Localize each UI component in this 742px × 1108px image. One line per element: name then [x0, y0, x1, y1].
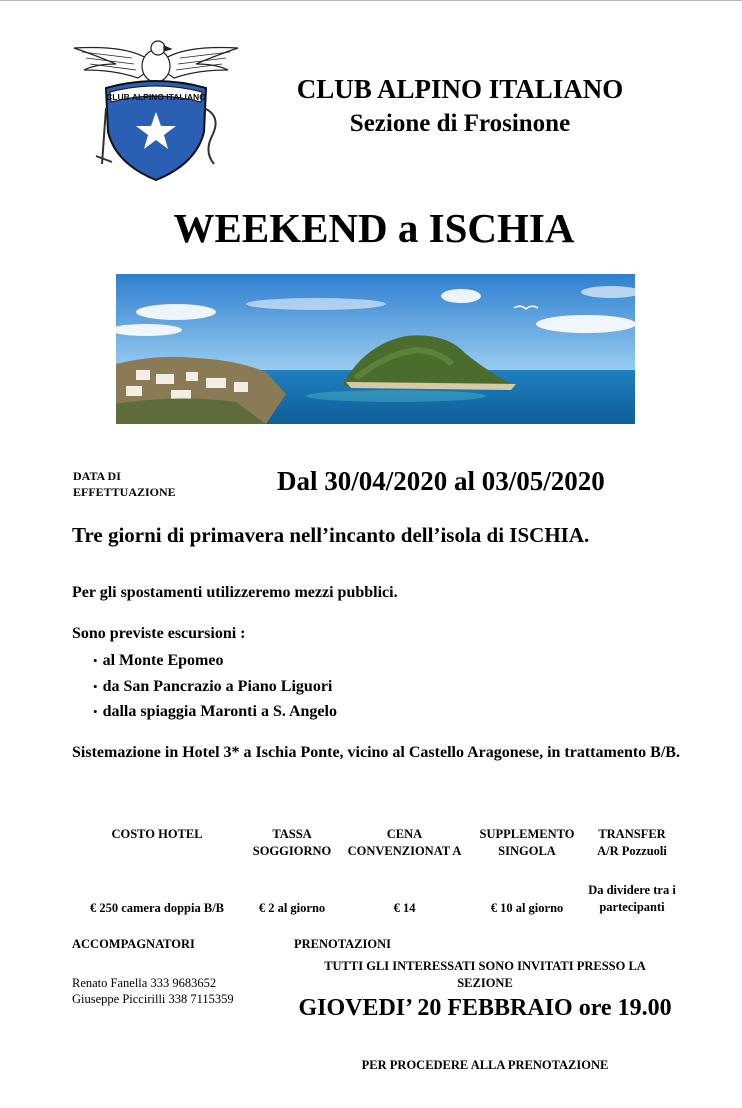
leader-contact: Renato Fanella 333 9683652 — [72, 976, 217, 990]
cost-value-transfer: Da dividere tra i partecipanti — [588, 883, 676, 914]
logo-text: CLUB ALPINO ITALIANO — [106, 92, 206, 102]
eagle-icon — [74, 41, 238, 82]
cost-value-hotel: € 250 camera doppia B/B — [89, 901, 225, 915]
booking-title: PRENOTAZIONI — [294, 937, 392, 951]
excursion-text: dalla spiaggia Maronti a S. Angelo — [102, 703, 337, 720]
page-title: WEEKEND a ISCHIA — [173, 205, 575, 251]
list-item — [93, 699, 337, 725]
bullet-icon: • — [93, 704, 98, 719]
cost-header-hotel: COSTO HOTEL — [111, 827, 203, 841]
excursion-text: al Monte Epomeo — [102, 652, 224, 669]
cost-header-transfer: TRANSFER A/R Pozzuoli — [597, 827, 667, 858]
cost-header-tassa: TASSA SOGGIORNO — [252, 827, 332, 858]
top-border — [0, 0, 742, 1]
cost-value-tassa: € 2 al giorno — [258, 901, 326, 915]
list-item — [93, 648, 337, 674]
cost-value-supplemento: € 10 al giorno — [490, 901, 564, 915]
bullet-icon: • — [93, 678, 98, 694]
cost-value-cena: € 14 — [393, 901, 416, 915]
intro-note: Per gli spostamenti utilizzeremo mezzi pubblici. — [72, 584, 398, 601]
cost-header-supplemento: SUPPLEMENTO SINGOLA — [479, 827, 575, 858]
cai-logo — [72, 36, 240, 184]
excursions-list — [93, 648, 337, 725]
list-item — [93, 674, 337, 700]
date-label-line1: DATA DI — [73, 469, 121, 483]
rope-icon — [204, 108, 216, 164]
bullet-icon: • — [93, 653, 98, 668]
ischia-photo — [116, 274, 635, 424]
leaders-title: ACCOMPAGNATORI — [72, 937, 195, 951]
org-section: Sezione di Frosinone — [349, 110, 571, 137]
date-label — [73, 468, 176, 500]
excursion-text: da San Pancrazio a Piano Liguori — [102, 677, 333, 695]
booking-purpose: PER PROCEDERE ALLA PRENOTAZIONE — [361, 1058, 609, 1072]
org-name: CLUB ALPINO ITALIANO — [296, 74, 624, 104]
date-value: Dal 30/04/2020 al 03/05/2020 — [277, 466, 605, 496]
leader-contact: Giuseppe Piccirilli 338 7115359 — [72, 992, 234, 1006]
intro-headline: Tre giorni di primavera nell’incanto dell’isola di ISCHIA. — [72, 523, 590, 547]
cost-header-cena: CENA CONVENZIONAT A — [347, 827, 462, 858]
lodging-info: Sistemazione in Hotel 3* a Ischia Ponte, vicino al Castello Aragonese, in trattamento B/B. — [72, 744, 680, 761]
booking-invite: TUTTI GLI INTERESSATI SONO INVITATI PRESSO LA SEZIONE — [324, 959, 646, 990]
excursions-title: Sono previste escursioni : — [72, 625, 246, 642]
date-label-line2: EFFETTUAZIONE — [73, 485, 176, 499]
booking-datetime: GIOVEDI’ 20 FEBBRAIO ore 19.00 — [298, 995, 672, 1021]
